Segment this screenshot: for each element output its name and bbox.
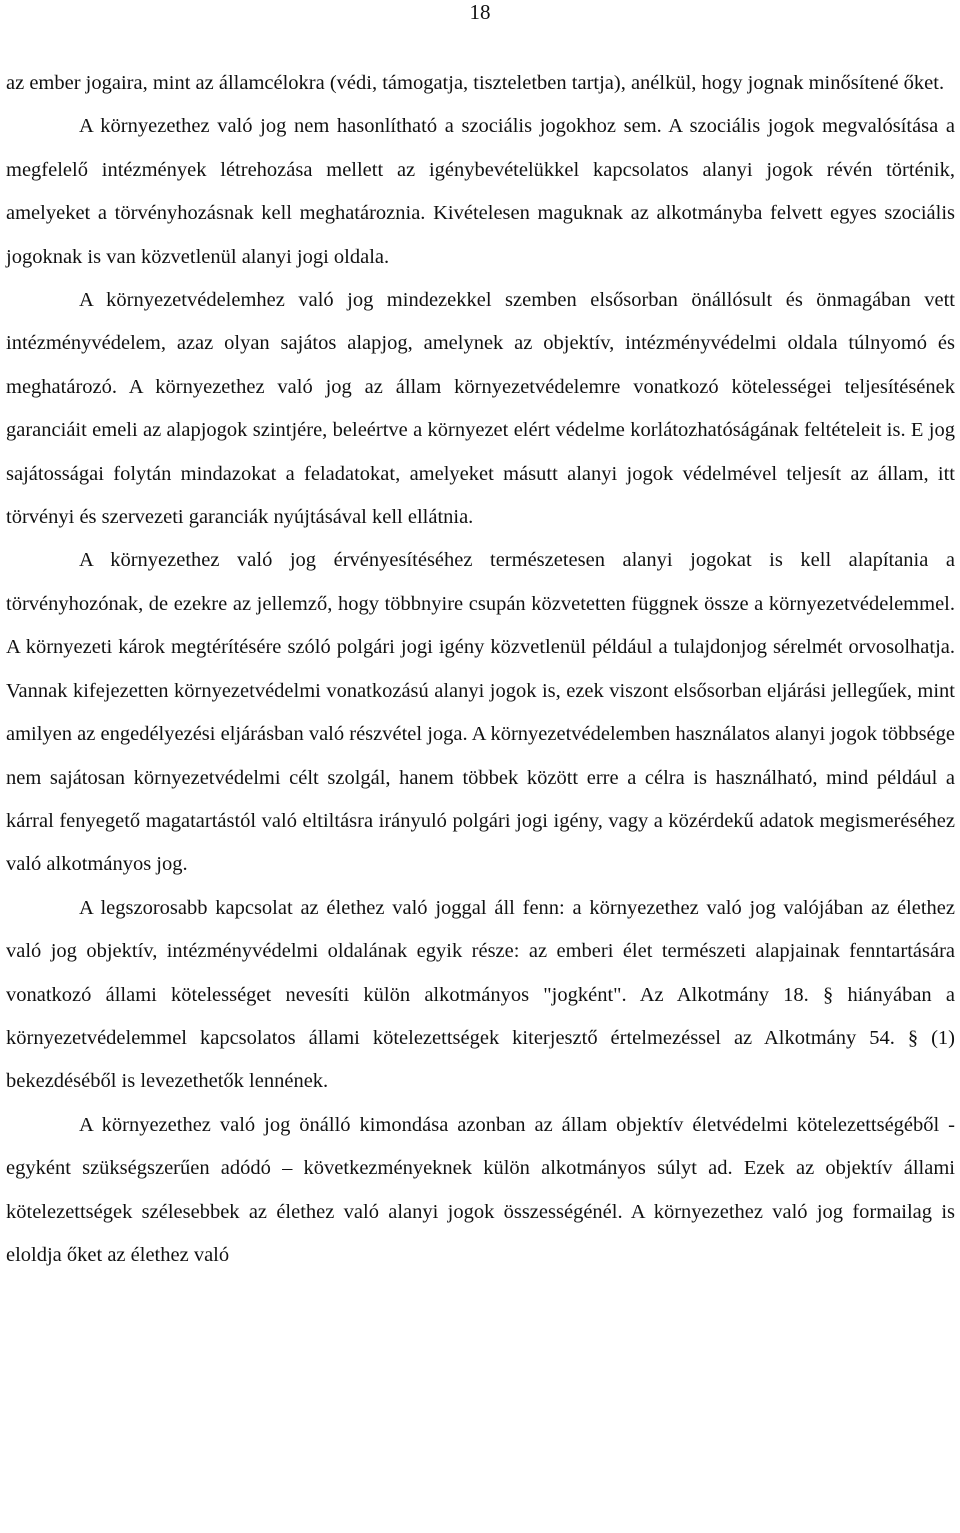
paragraph-1: az ember jogaira, mint az államcélokra (védi, támogatja, tiszteletben tartja), anélkül, hogy jognak minősítené őket. (6, 72, 945, 94)
paragraph-5: A legszorosabb kapcsolat az élethez való joggal áll fenn: a környezethez való jog valójában az élethez való jog objektív, intézményvédelmi oldalának egyik része: az emberi élet természeti alapjainak fenntartására vonatkozó állami kötelességet nevesíti külön alkotmányos "jogként". Az Alkotmány 18. § hiányában a környezetvédelemmel kapcsolatos állami kötelezettségek kiterjesztő értelmezéssel az Alkotmány 54. § (1) bekezdéséből is levezethetők lennének. (6, 896, 955, 1093)
paragraph-2: A környezethez való jog nem hasonlítható a szociális jogokhoz sem. A szociális jogok megvalósítása a megfelelő intézmények létrehozása mellett az igénybevételükkel kapcsolatos alanyi jogok révén történik, amelyeket a törvényhozásnak kell meghatároznia. Kivételesen maguknak az alkotmányba felvett egyes szociális jogoknak is van közvetlenül alanyi jogi oldala. (6, 115, 955, 268)
paragraph-3: A környezetvédelemhez való jog mindezekkel szemben elsősorban önállósult és önmagában vett intézményvédelem, azaz olyan sajátos alapjog, amelynek az objektív, intézményvédelmi oldala túlnyomó és meghatározó. A környezethez való jog az állam környezetvédelemre vonatkozó kötelességei teljesítésének garanciáit emeli az alapjogok szintjére, beleértve a környezet elért védelme korlátozhatóságának feltételeit is. E jog sajátosságai folytán mindazokat a feladatokat, amelyeket másutt alanyi jogok védelmével teljesít az állam, itt törvényi és szervezeti garanciák nyújtásával kell ellátnia. (6, 289, 955, 529)
paragraph-4: A környezethez való jog érvényesítéséhez természetesen alanyi jogokat is kell alapítania a törvényhozónak, de ezekre az jellemző, hogy többnyire csupán közvetetten függnek össze a környezetvédelemmel. A környezeti károk megtérítésére szóló polgári jogi igény közvetlenül például a tulajdonjog sérelmét orvosolhatja. Vannak kifejezetten környezetvédelmi vonatkozású alanyi jogok is, ezek viszont elsősorban eljárási jellegűek, mint amilyen az engedélyezési eljárásban való részvétel joga. A környezetvédelemben használatos alanyi jogok többsége nem sajátosan környezetvédelmi célt szolgál, hanem többek között erre a célra is használható, mind például a kárral fenyegető magatartástól való eltiltásra irányuló polgári jogi igény, vagy a közérdekű adatok megismeréséhez való alkotmányos jog. (6, 549, 955, 876)
page-number: 18 (469, 0, 491, 24)
document-body (6, 62, 955, 1277)
paragraph-6: A környezethez való jog önálló kimondása azonban az állam objektív életvédelmi kötelezettségéből - egyként szükségszerűen adódó – következményeknek külön alkotmányos súlyt ad. Ezek az objektív állami kötelezettségek szélesebbek az élethez való alanyi jogok összességénél. A környezethez való jog formailag is eloldja őket az élethez való (6, 1113, 955, 1266)
